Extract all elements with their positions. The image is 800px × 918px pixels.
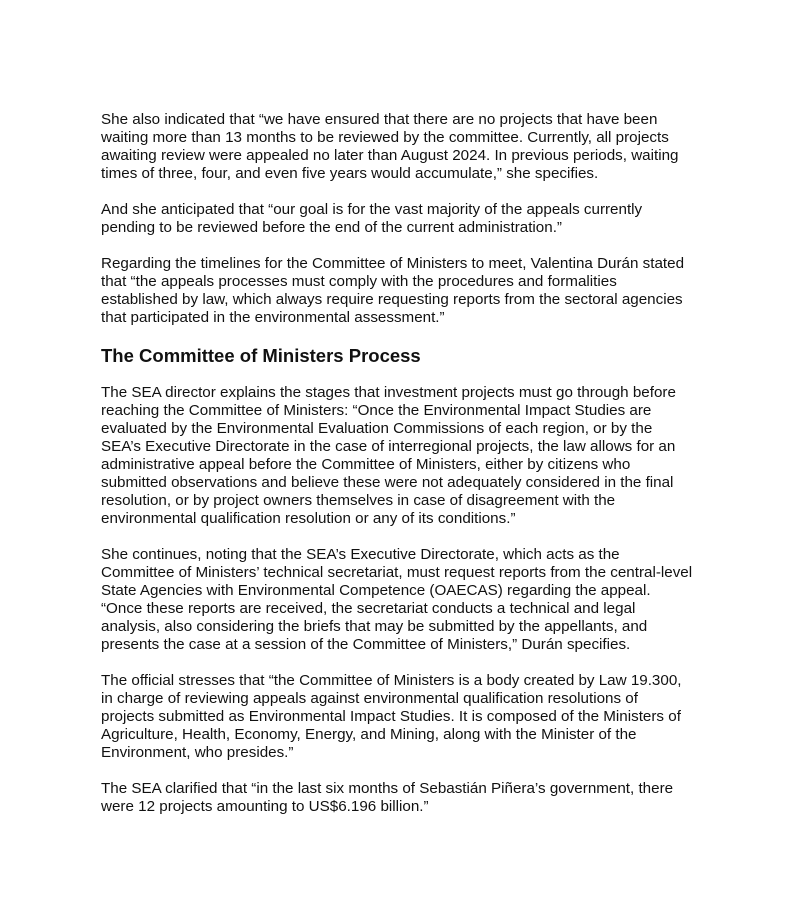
- paragraph-timelines: Regarding the timelines for the Committee of Ministers to meet, Valentina Durán stated that “the appeals processes must comply with the procedures and formalities established by law, which always require requesting reports from the sectoral agencies that participated in the environmental assessment.”: [101, 255, 685, 326]
- paragraph-projects-total: The SEA clarified that “in the last six months of Sebastián Piñera’s government, there were 12 projects amounting to US$6.196 billion.”: [101, 780, 674, 815]
- paragraph-secretariat: She continues, noting that the SEA’s Executive Directorate, which acts as the Committee of Ministers’ technical secretariat, must request reports from the central-level State Agencies with Environmental Competence (OAECAS) regarding the appeal. “Once these reports are received, the secretariat conducts a technical and legal analysis, also considering the briefs that may be submitted by the appellants, and presents the case at a session of the Committee of Ministers,” Durán specifies.: [101, 546, 693, 653]
- section-heading: The Committee of Ministers Process: [101, 345, 421, 366]
- paragraph-stages: The SEA director explains the stages that investment projects must go through before reaching the Committee of Ministers: “Once the Environmental Impact Studies are evaluated by the Environmental Evaluation Commissions of each region, or by the SEA’s Executive Directorate in the case of interregional projects, the law allows for an administrative appeal before the Committee of Ministers, either by citizens who submitted observations and believe these were not adequately considered in the final resolution, or by project owners themselves in case of disagreement with the environmental qualification resolution or any of its conditions.”: [101, 384, 676, 527]
- paragraph-goal: And she anticipated that “our goal is for the vast majority of the appeals currently pending to be reviewed before the end of the current administration.”: [101, 201, 643, 236]
- document-body: [101, 111, 706, 834]
- paragraph-waiting-times: She also indicated that “we have ensured that there are no projects that have been waiting more than 13 months to be reviewed by the committee. Currently, all projects awaiting review were appealed no later than August 2024. In previous periods, waiting times of three, four, and even five years would accumulate,” she specifies.: [101, 111, 679, 182]
- paragraph-committee-definition: The official stresses that “the Committee of Ministers is a body created by Law 19.300, in charge of reviewing appeals against environmental qualification resolutions of projects submitted as Environmental Impact Studies. It is composed of the Ministers of Agriculture, Health, Economy, Energy, and Mining, along with the Minister of the Environment, who presides.”: [101, 672, 682, 761]
